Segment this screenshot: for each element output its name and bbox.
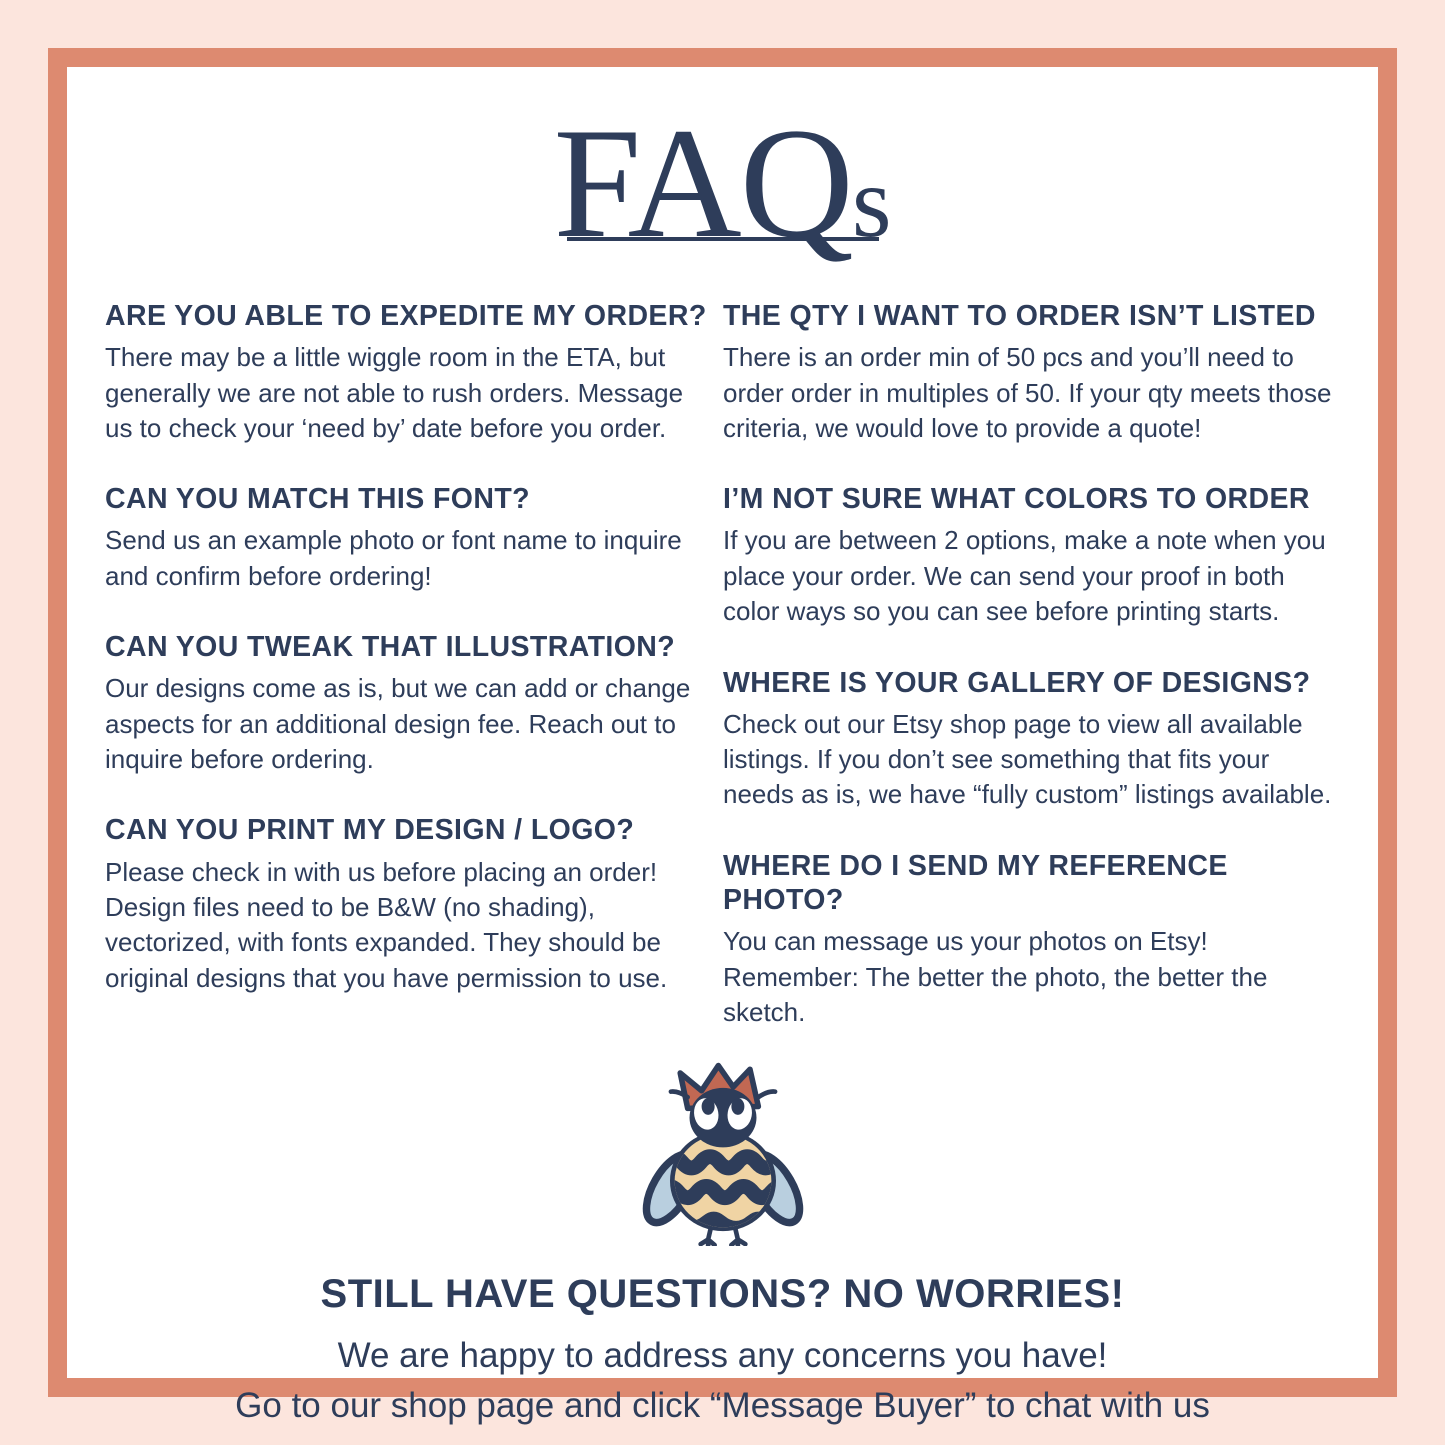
faq-answer: There is an order min of 50 pcs and you’ll need to order order in multiples of 50. If your qty meets those criteria, we would love to provide a quote! bbox=[723, 342, 1332, 443]
faq-column-left bbox=[105, 299, 715, 1066]
queen-bee-illustration bbox=[67, 1060, 1378, 1246]
faq-answer: Please check in with us before placing an order! Design files need to be B&W (no shading), vectorized, with fonts expanded. They should be original designs that you have permission to use. bbox=[105, 856, 668, 993]
faq-answer: If you are between 2 options, make a note when you place your order. We can send your proof in both color ways so you can see before printing starts. bbox=[723, 525, 1326, 627]
faq-question: THE QTY I WANT TO ORDER ISN’T LISTED bbox=[723, 300, 1316, 332]
page-title-wrap bbox=[67, 96, 1378, 271]
faq-answer: You can message us your photos on Etsy! Remember: The better the photo, the better the sketch. bbox=[723, 926, 1268, 1027]
faq-item-qty-not-listed bbox=[723, 299, 1340, 446]
faq-question: I’M NOT SURE WHAT COLORS TO ORDER bbox=[723, 483, 1310, 516]
faq-item-match-font bbox=[105, 482, 715, 594]
faq-answer: Send us an example photo or font name to inquire and confirm before ordering! bbox=[105, 525, 682, 591]
faq-answer: Check out our Etsy shop page to view all available listings. If you don’t see something that fits your needs as is, we have “fully custom” listings available. bbox=[723, 708, 1332, 810]
faq-column-right bbox=[723, 299, 1340, 1066]
footer bbox=[67, 1272, 1378, 1430]
faq-card bbox=[48, 48, 1397, 1425]
footer-line-1: We are happy to address any concerns you have! bbox=[337, 1336, 1108, 1376]
faq-item-reference-photo bbox=[723, 849, 1340, 1030]
faq-item-tweak-illustration bbox=[105, 630, 715, 777]
faq-answer: Our designs come as is, but we can add or change aspects for an additional design fee. Reach out to inquire before ordering. bbox=[105, 673, 691, 775]
faq-question: CAN YOU TWEAK THAT ILLUSTRATION? bbox=[105, 631, 676, 664]
faq-answer: There may be a little wiggle room in the ETA, but generally we are not able to rush orders. Message us to check your ‘need by’ date before you order. bbox=[105, 342, 684, 443]
faq-question: ARE YOU ABLE TO EXPEDITE MY ORDER? bbox=[105, 300, 707, 332]
faq-question: CAN YOU PRINT MY DESIGN / LOGO? bbox=[105, 814, 635, 847]
faq-question: WHERE IS YOUR GALLERY OF DESIGNS? bbox=[723, 666, 1311, 699]
faq-item-expedite bbox=[105, 299, 715, 446]
footer-headline: STILL HAVE QUESTIONS? NO WORRIES! bbox=[320, 1272, 1125, 1317]
page-title: FAQs bbox=[553, 96, 892, 271]
faq-item-print-design bbox=[105, 813, 715, 996]
faq-question: WHERE DO I SEND MY REFERENCE PHOTO? bbox=[723, 849, 1228, 916]
footer-line-2: Go to our shop page and click “Message Buyer” to chat with us bbox=[235, 1385, 1210, 1425]
faq-item-gallery bbox=[723, 666, 1340, 813]
queen-bee-icon bbox=[630, 1060, 816, 1246]
faq-question: CAN YOU MATCH THIS FONT? bbox=[105, 483, 530, 516]
faq-columns bbox=[67, 299, 1378, 1066]
faq-item-colors bbox=[723, 482, 1340, 629]
